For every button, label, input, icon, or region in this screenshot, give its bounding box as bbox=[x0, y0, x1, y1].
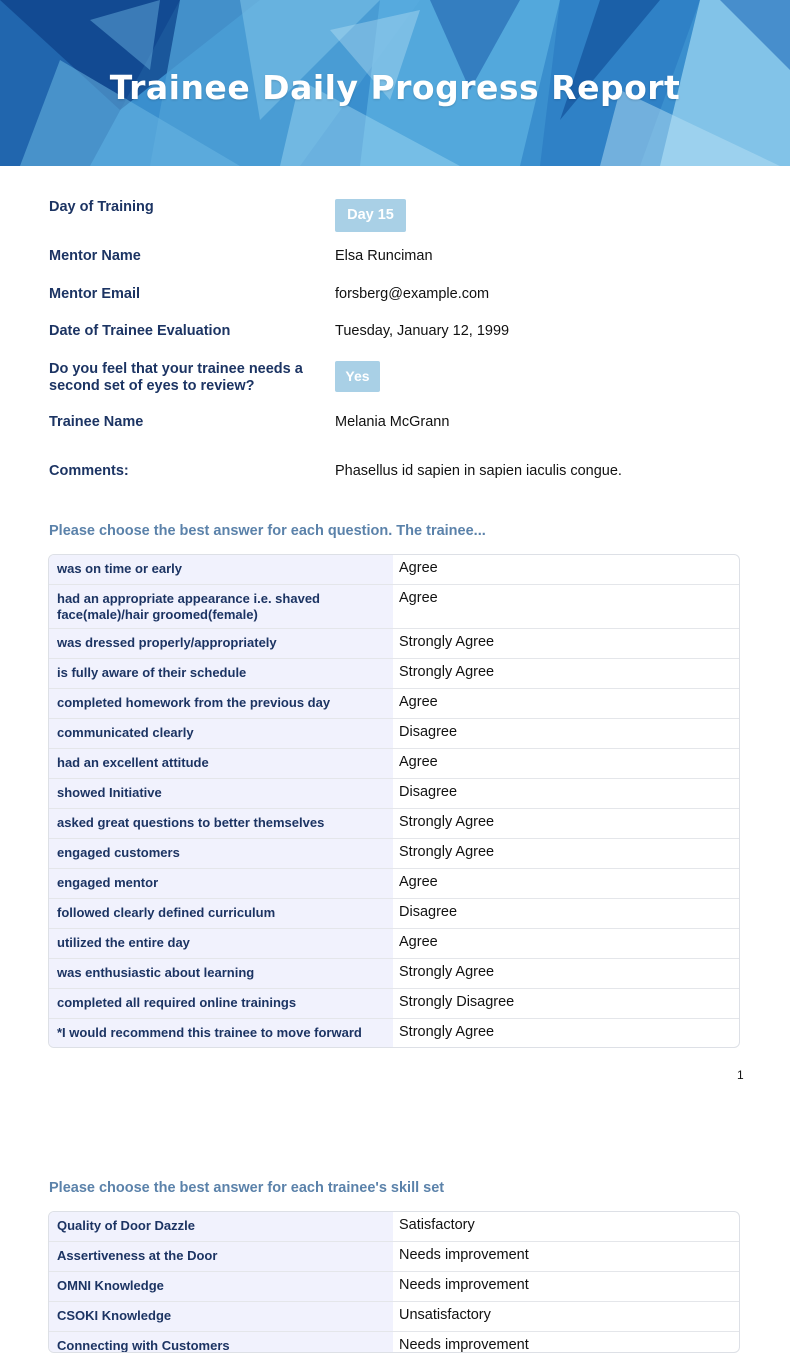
question-cell: completed homework from the previous day bbox=[49, 689, 393, 718]
table-row bbox=[49, 585, 739, 629]
table-row bbox=[49, 1242, 739, 1272]
trainee-name-label: Trainee Name bbox=[49, 414, 144, 430]
evaluation-date-label: Date of Trainee Evaluation bbox=[49, 323, 231, 339]
table-row bbox=[49, 1212, 739, 1242]
table-row bbox=[49, 779, 739, 809]
question-cell: utilized the entire day bbox=[49, 929, 393, 958]
answer-cell: Strongly Agree bbox=[399, 964, 495, 980]
mentor-name-value: Elsa Runciman bbox=[335, 248, 433, 264]
table-row bbox=[49, 989, 739, 1019]
answer-cell: Agree bbox=[399, 874, 438, 890]
questions-section-title: Please choose the best answer for each question. The trainee... bbox=[49, 523, 486, 539]
question-cell: was on time or early bbox=[49, 555, 393, 584]
table-row bbox=[49, 899, 739, 929]
answer-cell: Agree bbox=[399, 590, 438, 606]
table-row bbox=[49, 689, 739, 719]
rating-cell: Needs improvement bbox=[399, 1247, 529, 1263]
skill-cell: CSOKI Knowledge bbox=[49, 1302, 393, 1331]
questions-table bbox=[48, 554, 740, 1048]
report-title: Trainee Daily Progress Report bbox=[109, 68, 681, 107]
skill-cell: Quality of Door Dazzle bbox=[49, 1212, 393, 1241]
second-eyes-label: Do you feel that your trainee needs a second set of eyes to review? bbox=[49, 361, 303, 394]
question-cell: asked great questions to better themselves bbox=[49, 809, 393, 838]
answer-cell: Disagree bbox=[399, 784, 458, 800]
header-banner bbox=[0, 0, 790, 166]
day-of-training-label: Day of Training bbox=[49, 199, 154, 215]
rating-cell: Needs improvement bbox=[399, 1277, 529, 1293]
question-cell: is fully aware of their schedule bbox=[49, 659, 393, 688]
second-eyes-badge: Yes bbox=[335, 361, 380, 392]
table-row bbox=[49, 1272, 739, 1302]
answer-cell: Agree bbox=[399, 754, 438, 770]
mentor-email-value: forsberg@example.com bbox=[335, 286, 490, 302]
question-cell: *I would recommend this trainee to move forward bbox=[49, 1019, 393, 1047]
skill-cell: Assertiveness at the Door bbox=[49, 1242, 393, 1271]
answer-cell: Agree bbox=[399, 694, 438, 710]
table-row bbox=[49, 555, 739, 585]
question-cell: was enthusiastic about learning bbox=[49, 959, 393, 988]
skills-table bbox=[48, 1211, 740, 1353]
answer-cell: Disagree bbox=[399, 724, 458, 740]
question-cell: was dressed properly/appropriately bbox=[49, 629, 393, 658]
answer-cell: Strongly Agree bbox=[399, 634, 495, 650]
trainee-name-value: Melania McGrann bbox=[335, 414, 450, 430]
comments-value: Phasellus id sapien in sapien iaculis congue. bbox=[335, 463, 622, 479]
answer-cell: Strongly Agree bbox=[399, 844, 495, 860]
answer-cell: Agree bbox=[399, 934, 438, 950]
table-row bbox=[49, 659, 739, 689]
table-row bbox=[49, 749, 739, 779]
table-row bbox=[49, 629, 739, 659]
day-of-training-badge: Day 15 bbox=[335, 199, 406, 232]
skills-section-title: Please choose the best answer for each trainee's skill set bbox=[49, 1180, 445, 1196]
table-row bbox=[49, 929, 739, 959]
skill-cell: Connecting with Customers bbox=[49, 1332, 393, 1353]
question-cell: completed all required online trainings bbox=[49, 989, 393, 1018]
question-cell: showed Initiative bbox=[49, 779, 393, 808]
rating-cell: Unsatisfactory bbox=[399, 1307, 491, 1323]
table-row bbox=[49, 1302, 739, 1332]
evaluation-date-value: Tuesday, January 12, 1999 bbox=[335, 323, 510, 339]
rating-cell: Satisfactory bbox=[399, 1217, 475, 1233]
table-row bbox=[49, 1332, 739, 1353]
table-row bbox=[49, 1019, 739, 1047]
rating-cell: Needs improvement bbox=[399, 1337, 529, 1353]
question-cell: communicated clearly bbox=[49, 719, 393, 748]
question-cell: had an excellent attitude bbox=[49, 749, 393, 778]
answer-cell: Disagree bbox=[399, 904, 458, 920]
mentor-email-label: Mentor Email bbox=[49, 286, 141, 302]
answer-cell: Strongly Agree bbox=[399, 1024, 495, 1040]
table-row bbox=[49, 959, 739, 989]
answer-cell: Agree bbox=[399, 560, 438, 576]
skill-cell: OMNI Knowledge bbox=[49, 1272, 393, 1301]
question-cell: engaged customers bbox=[49, 839, 393, 868]
question-cell: had an appropriate appearance i.e. shaved face(male)/hair groomed(female) bbox=[49, 585, 393, 628]
comments-label: Comments: bbox=[49, 463, 129, 479]
table-row bbox=[49, 869, 739, 899]
table-row bbox=[49, 839, 739, 869]
answer-cell: Strongly Agree bbox=[399, 814, 495, 830]
table-row bbox=[49, 719, 739, 749]
question-cell: engaged mentor bbox=[49, 869, 393, 898]
page-number: 1 bbox=[737, 1068, 744, 1082]
mentor-name-label: Mentor Name bbox=[49, 248, 141, 264]
answer-cell: Strongly Agree bbox=[399, 664, 495, 680]
answer-cell: Strongly Disagree bbox=[399, 994, 515, 1010]
table-row bbox=[49, 809, 739, 839]
question-cell: followed clearly defined curriculum bbox=[49, 899, 393, 928]
